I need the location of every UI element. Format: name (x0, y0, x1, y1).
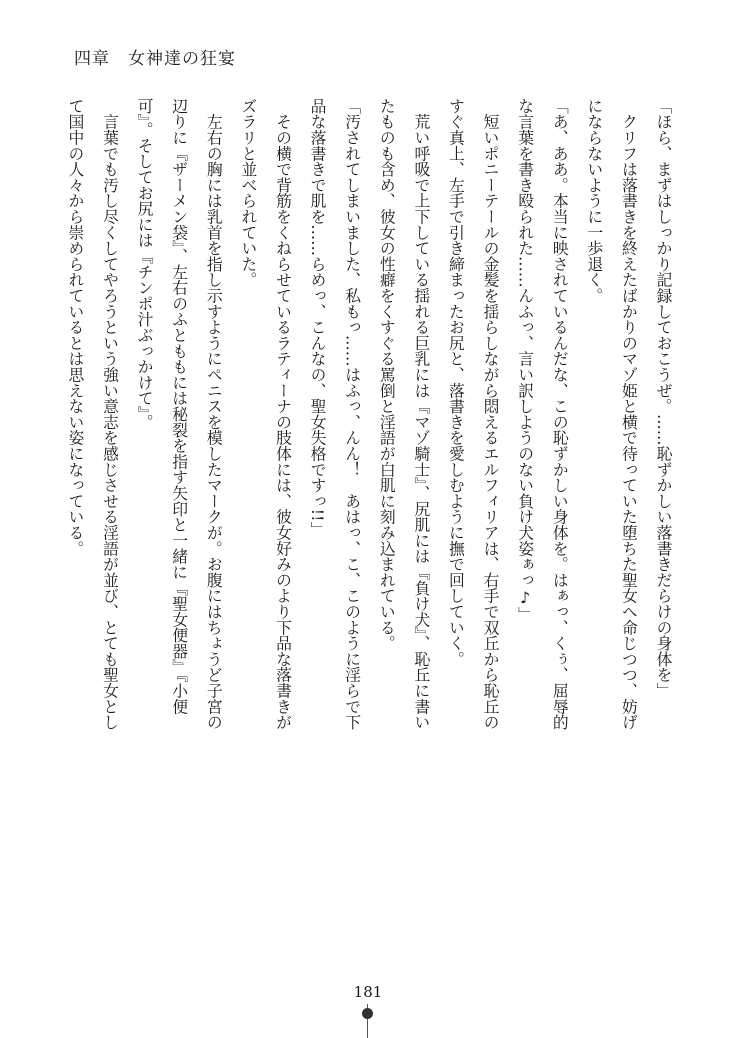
vertical-body-text (57, 98, 680, 730)
text-line: すぐ真上、左手で引き締まったお尻と、落書きを愛しむように撫で回していく。 (446, 98, 466, 667)
text-line: 左右の胸には乳首を指し示すようにペニスを模したマークが。お腹にはちょうど子宮の (204, 98, 224, 730)
text-line: 「ほら、まずはしっかり記録しておこうぜ。……恥ずかしい落書きだらけの身体を」 (654, 98, 673, 699)
text-line: その横で背筋をくねらせているラティーナの肢体には、彼女好みのより下品な落書きが (273, 98, 293, 730)
text-line: にならないように一歩退く。 (584, 98, 604, 304)
text-line: 短いポニーテールの金髪を揺らしながら悶えるエルフィリアは、右手で双丘から恥丘の (481, 98, 501, 730)
text-line: 「あ、ああ。本当に映されているんだな、この恥ずかしい身体を。はぁっ、くぅ、屈辱的 (550, 98, 570, 730)
text-line: 辺りに『ザーメン袋』、左右のふとももには秘裂を指す矢印と一緒に『聖女便器』『小便 (169, 98, 189, 715)
text-line: たものも含め、彼女の性癖をくすぐる罵倒と淫語が白肌に刻み込まれている。 (377, 98, 397, 651)
text-line: て国中の人々から崇められているとは思えない姿になっている。 (65, 98, 85, 557)
page-number: 181 (353, 983, 383, 1001)
text-line: な言葉を書き殴られた……んふっ、言い訳しようのない負け犬姿ぁっ♪」 (515, 98, 535, 623)
text-line: 言葉でも汚し尽くしてやろうという強い意志を感じさせる淫語が並び、とても聖女とし (100, 98, 120, 730)
text-line: 品な落書きで肌を……らめっ、こんなの、聖女失格ですっ!!」 (308, 98, 328, 538)
text-line: 可』。そしてお尻には『チンポ汁ぶっかけて』。 (135, 98, 155, 430)
page-dot-ornament (362, 1008, 373, 1019)
text-line: クリフは落書きを終えたばかりのマゾ姫と横で待っていた堕ちた聖女へ命じつつ、妨げ (619, 98, 639, 730)
text-line: ズラリと並べられていた。 (238, 98, 258, 288)
text-line: 荒い呼吸で上下している揺れる巨乳には『マゾ騎士』、尻肌には『負け犬』、恥丘に書い (411, 98, 431, 730)
running-header: 四章 女神達の狂宴 (74, 49, 236, 69)
text-line: 「汚されてしまいました、私もっ……はふっ、んん！ あはっ、こ、このように淫らで下 (342, 98, 362, 730)
